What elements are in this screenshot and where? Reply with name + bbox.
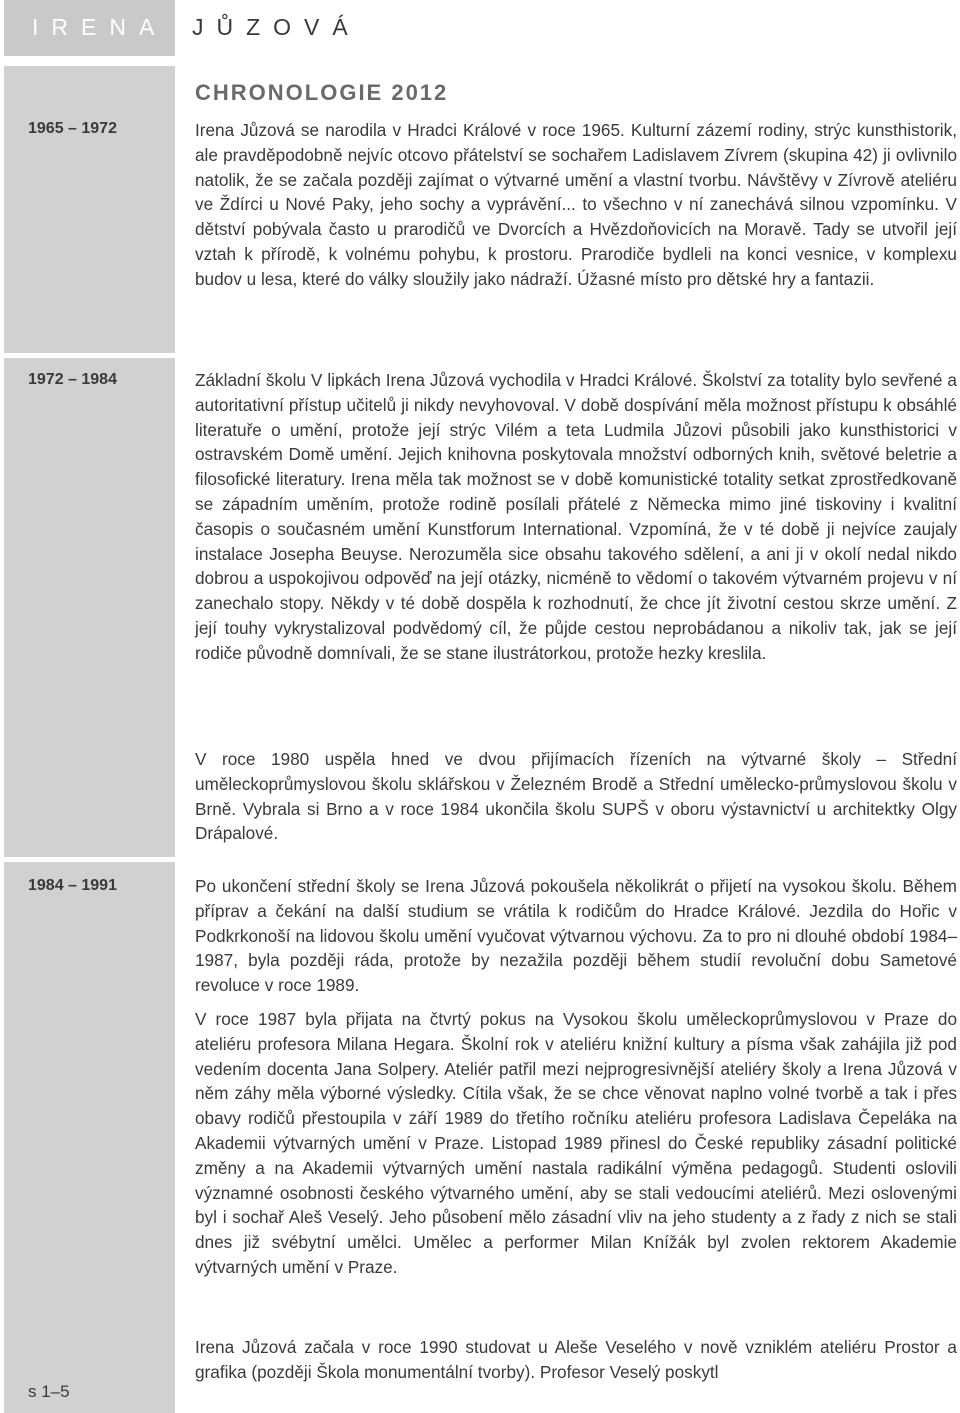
entry-paragraph: Po ukončení střední školy se Irena Jůzová pokoušela několikrát o přijetí na vysokou školu. Během příprav a čekání na další studium se vrátila k rodičům do Hradce Králové. Jezdila do Hořic v Podkrkonoší na lidovou školu umění vyučovat výtvarnou výchovu. Za to pro ni dlouhé období 1984–1987, byla později ráda, protože by nezažila později během studií revoluční dobu Sametové revoluce v roce 1989. xyxy=(195,876,957,996)
entry-year: 1972 – 1984 xyxy=(28,371,117,388)
last-name: JŮZOVÁ xyxy=(192,14,361,40)
entry-paragraph: Irena Jůzová začala v roce 1990 studovat u Aleše Veselého v nově vzniklém ateliéru Prostor a grafika (později Škola monumentální tvorby). Profesor Veselý poskytl xyxy=(195,1337,957,1382)
entry-paragraph: V roce 1987 byla přijata na čtvrtý pokus na Vysokou školu uměleckoprůmyslovou v Praze do ateliéru profesora Milana Hegara. Školní rok v ateliéru knižní kultury a písma však zahájila již pod vedením docenta Jana Solpery. Ateliér patřil mezi nejprogresivnější ateliéry školy a Irena Jůzová v něm záhy měla výborné výsledky. Cítila však, že se chce věnovat naplno volné tvorbě a tak i přes obavy rodičů přestoupila v září 1989 do třetího ročníku ateliéru profesora Ladislava Čepeláka na Akademii výtvarných umění v Praze. Listopad 1989 přinesl do České republiky zásadní politické změny a na Akademii výtvarných umění nastala radikální výměna pedagogů. Studenti oslovili významné osobnosti českého výtvarného umění, aby se stali vedoucími ateliérů. Mezi oslovenými byl i sochař Aleš Veselý. Jeho působení mělo zásadní vliv na jeho studenty a z řady z nich se stali dnes již svébytní umělci. Umělec a performer Milan Knížák byl zvolen rektorem Akademie výtvarných umění v Praze. xyxy=(195,1009,957,1277)
first-name: IRENA xyxy=(32,14,168,40)
section-divider xyxy=(4,353,960,358)
section-title: CHRONOLOGIE 2012 xyxy=(195,80,449,105)
section-divider xyxy=(4,857,960,862)
entry-paragraph: V roce 1980 uspěla hned ve dvou přijímacích řízeních na výtvarné školy – Střední uměleckoprůmyslovou školu sklářskou v Železném Brodě a Střední umělecko-průmyslovou školu v Brně. Vybrala si Brno a v roce 1984 ukončila školu SUPŠ v oboru výstavnictví u architektky Olgy Drápalové. xyxy=(195,749,957,844)
entry-paragraph: Základní školu V lipkách Irena Jůzová vychodila v Hradci Králové. Školství za totality bylo sevřené a autoritativní přístup učitelů ji nikdy nevyhovoval. V době dospívání měla možnost přístupu k obsáhlé literatuře o umění, protože její strýc Vilém a teta Ludmila Jůzovi působili jako kunsthistorici v ostravském Domě umění. Jejich knihovna poskytovala množství odborných knih, světové beletrie a filosofické literatury. Irena měla tak možnost se v době komunistické totality setkat zprostředkovaně se západním uměním, protože rodině posílali přátelé z Německa mimo jiné tiskoviny i kvalitní časopis o současném umění Kunstforum International. Vzpomíná, že v té době ji nejvíce zaujaly instalace Josepha Beuyse. Nerozuměla sice obsahu takového sdělení, a ani ji v okolí nedal nikdo dobrou a uspokojivou odpověď na její otázky, nicméně to vědomí o takovém výtvarném projevu v ní zanechalo stopy. Někdy v té době dospěla k rozhodnutí, že chce jít životní cestou skrze umění. Z její touhy vykrystalizoval podvědomý cíl, že půjde cestou neprobádanou a nikoliv tak, jak se její rodiče původně domnívali, že se stane ilustrátorkou, protože hezky kreslila. xyxy=(195,370,957,663)
header-first-name-block xyxy=(4,0,175,56)
entry-paragraph: Irena Jůzová se narodila v Hradci Králové v roce 1965. Kulturní zázemí rodiny, strýc kunsthistorik, ale pravděpodobně nejvíc otcovo přátelství se sochařem Ladislavem Zívrem (skupina 42) ji ovlivnilo natolik, že se začala později zajímat o výtvarné umění a vlastní tvorbu. Návštěvy v Zívrově ateliéru ve Ždírci u Nové Paky, jeho sochy a vyprávění... to všechno v ní zanechává silnou vzpomínku. V dětství pobývala často u prarodičů ve Dvorcích a Hvězdoňovicích na Moravě. Tady se utvořil její vztah k přírodě, k volnému pohybu, k prostoru. Prarodiče bydleli na konci vesnice, v komplexu budov u lesa, které do války sloužily jako nádraží. Úžasné místo pro dětské hry a fantazii. xyxy=(195,120,957,289)
entry-year: 1984 – 1991 xyxy=(28,877,117,894)
year-column xyxy=(4,66,175,1413)
page-number: s 1–5 xyxy=(28,1382,70,1401)
entry-year: 1965 – 1972 xyxy=(28,120,117,137)
